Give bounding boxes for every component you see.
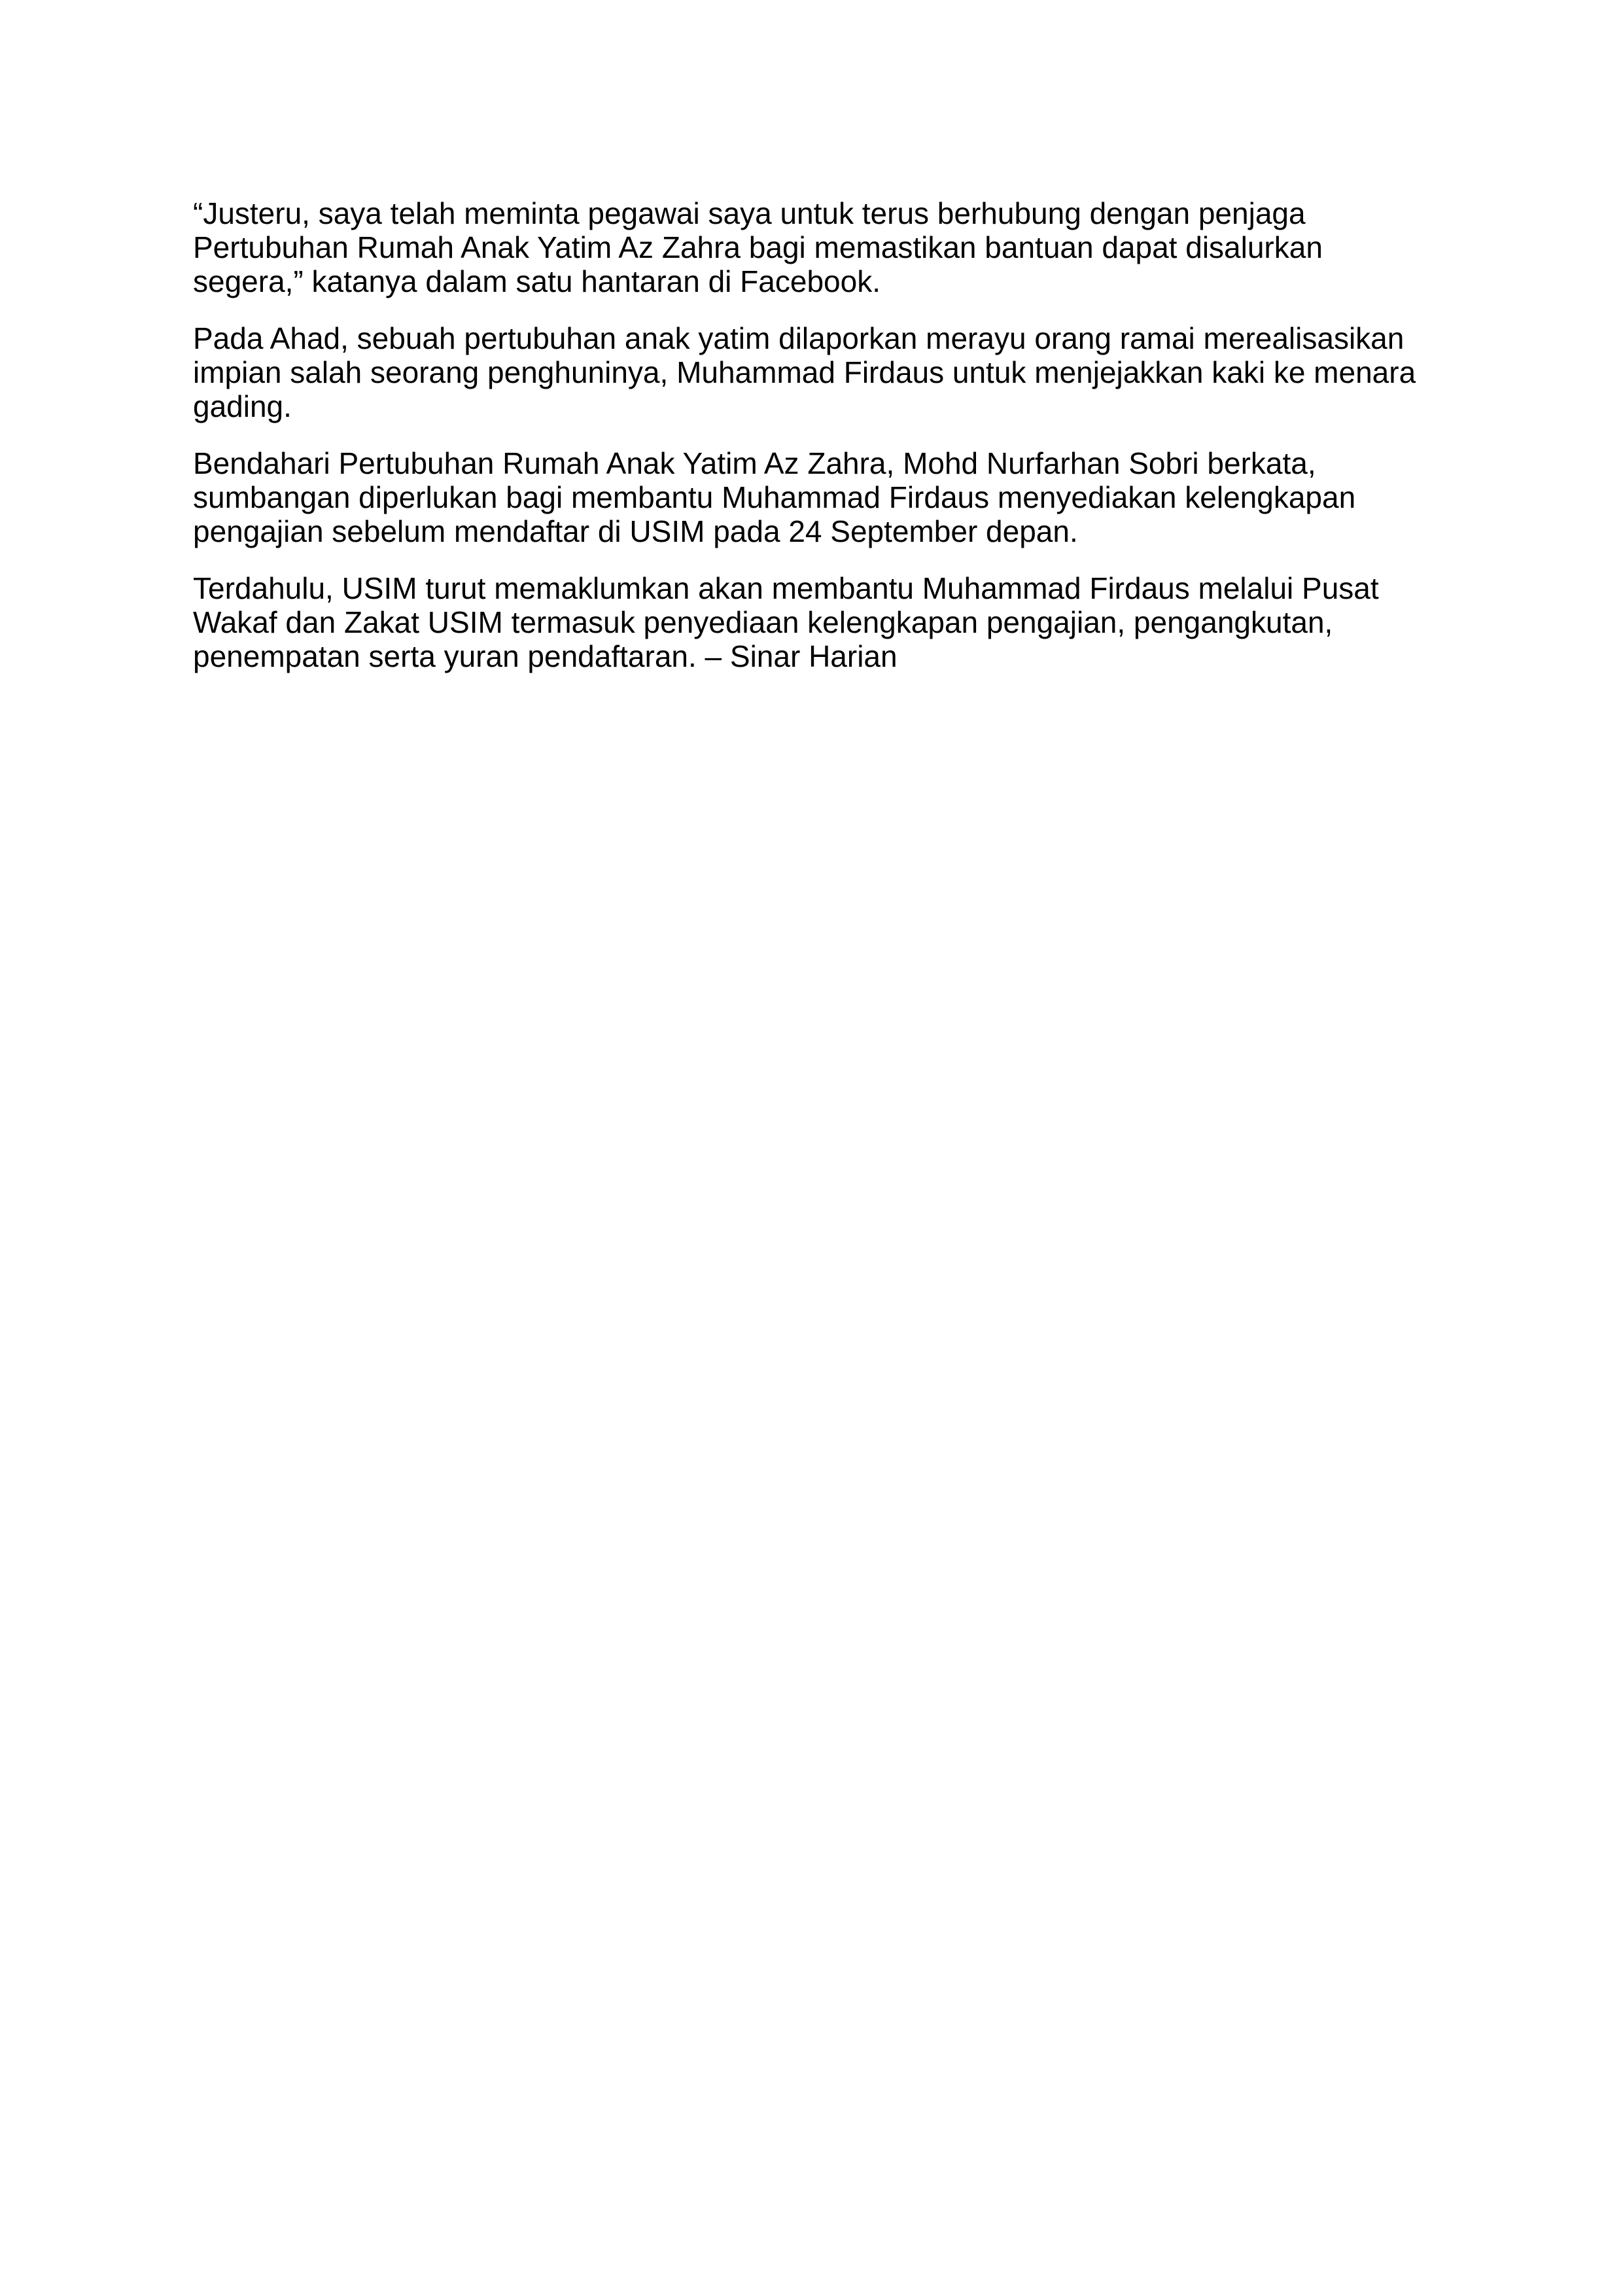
- article-text: [193, 196, 1423, 673]
- paragraph-terdahulu-attribution: Terdahulu, USIM turut memaklumkan akan membantu Muhammad Firdaus melalui Pusat Wakaf dan Zakat USIM termasuk penyediaan kelengkapan pengajian, pengangkutan, penempatan serta yuran pendaftaran. – Sinar Harian: [193, 571, 1379, 673]
- paragraph-bendahari: Bendahari Pertubuhan Rumah Anak Yatim Az Zahra, Mohd Nurfarhan Sobri berkata, sumbangan diperlukan bagi membantu Muhammad Firdaus menyediakan kelengkapan pengajian sebelum mendaftar di USIM pada 24 September depan.: [193, 446, 1356, 548]
- paragraph-pada-ahad: Pada Ahad, sebuah pertubuhan anak yatim dilaporkan merayu orang ramai merealisasikan impian salah seorang penghuninya, Muhammad Firdaus untuk menjejakkan kaki ke menara gading.: [193, 321, 1416, 423]
- paragraph-quote-facebook: “Justeru, saya telah meminta pegawai saya untuk terus berhubung dengan penjaga Pertubuhan Rumah Anak Yatim Az Zahra bagi memastikan bantuan dapat disalurkan segera,” katanya dalam satu hantaran di Facebook.: [193, 196, 1323, 298]
